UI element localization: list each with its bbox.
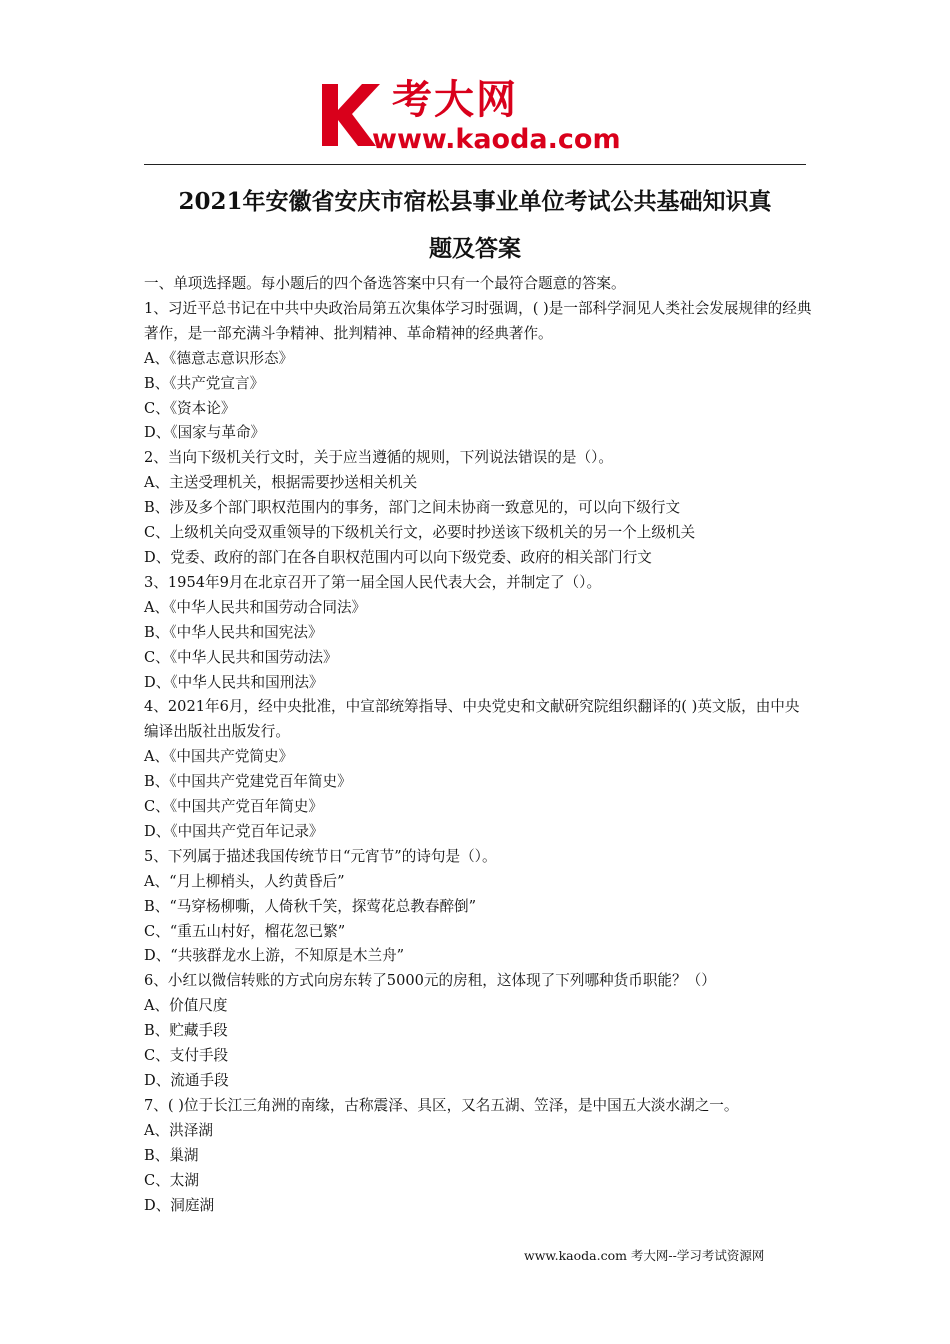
option: D、《中国共产党百年记录》 [144, 822, 324, 840]
logo-url: www.kaoda.com [372, 124, 621, 155]
option: A、《中华人民共和国劳动合同法》 [144, 598, 367, 616]
option: C、“重五山村好，榴花忽已繁” [144, 922, 346, 940]
option: D、洞庭湖 [144, 1196, 215, 1214]
option: B、“马穿杨柳嘶，人倚秋千笑，探莺花总教春醉倒” [144, 897, 477, 915]
question-stem: 3、1954年9月在北京召开了第一届全国人民代表大会，并制定了（）。 [144, 573, 602, 591]
question-stem: 1、习近平总书记在中共中央政治局第五次集体学习时强调，( )是一部科学洞见人类社会发展规律的经典著作，是一部充满斗争精神、批判精神、革命精神的经典著作。 [144, 299, 812, 342]
option: B、贮藏手段 [144, 1022, 228, 1040]
option: D、《国家与革命》 [144, 424, 266, 442]
option: C、《资本论》 [144, 399, 236, 417]
option: A、价值尺度 [144, 997, 228, 1015]
question-stem: 7、( )位于长江三角洲的南缘，古称震泽、具区，又名五湖、笠泽，是中国五大淡水湖之一。 [144, 1096, 739, 1114]
header-divider [144, 164, 806, 165]
option: B、巢湖 [144, 1146, 199, 1164]
question-stem: 6、小红以微信转账的方式向房东转了5000元的房租，这体现了下列哪种货币职能？（） [144, 972, 716, 990]
option: B、《中国共产党建党百年简史》 [144, 773, 352, 791]
kaoda-logo [318, 77, 638, 160]
document-body [144, 272, 814, 1218]
option: B、涉及多个部门职权范围内的事务，部门之间未协商一致意见的，可以向下级行文 [144, 499, 681, 517]
option: D、党委、政府的部门在各自职权范围内可以向下级党委、政府的相关部门行文 [144, 548, 652, 566]
question-stem: 2、当向下级机关行文时，关于应当遵循的规则，下列说法错误的是（）。 [144, 449, 613, 467]
option: D、《中华人民共和国刑法》 [144, 673, 324, 691]
page-footer: www.kaoda.com 考大网--学习考试资源网 [524, 1248, 765, 1263]
section-intro: 一、单项选择题。每小题后的四个备选答案中只有一个最符合题意的答案。 [144, 275, 626, 292]
option: B、《中华人民共和国宪法》 [144, 623, 323, 641]
option: A、主送受理机关，根据需要抄送相关机关 [144, 474, 418, 492]
document-title-line-1: 2021年安徽省安庆市宿松县事业单位考试公共基础知识真 [178, 188, 772, 215]
logo-chinese-name: 考大网 [392, 77, 518, 123]
option: B、《共产党宣言》 [144, 374, 265, 392]
option: C、太湖 [144, 1171, 199, 1189]
option: A、洪泽湖 [144, 1121, 213, 1139]
option: A、《德意志意识形态》 [144, 349, 294, 367]
document-title-line-2: 题及答案 [429, 235, 521, 262]
option: D、“共骇群龙水上游，不知原是木兰舟” [144, 947, 405, 965]
question-stem: 5、下列属于描述我国传统节日“元宵节”的诗句是（）。 [144, 847, 497, 865]
option: C、上级机关向受双重领导的下级机关行文，必要时抄送该下级机关的另一个上级机关 [144, 524, 696, 542]
question-stem: 4、2021年6月，经中央批准，中宣部统筹指导、中央党史和文献研究院组织翻译的( )英文版，由中央编译出版社出版发行。 [144, 698, 800, 741]
option: D、流通手段 [144, 1072, 229, 1089]
option: A、《中国共产党简史》 [144, 748, 294, 766]
option: C、《中华人民共和国劳动法》 [144, 648, 338, 666]
option: A、“月上柳梢头，人约黄昏后” [144, 872, 345, 890]
option: C、《中国共产党百年简史》 [144, 798, 323, 816]
option: C、支付手段 [144, 1047, 229, 1065]
